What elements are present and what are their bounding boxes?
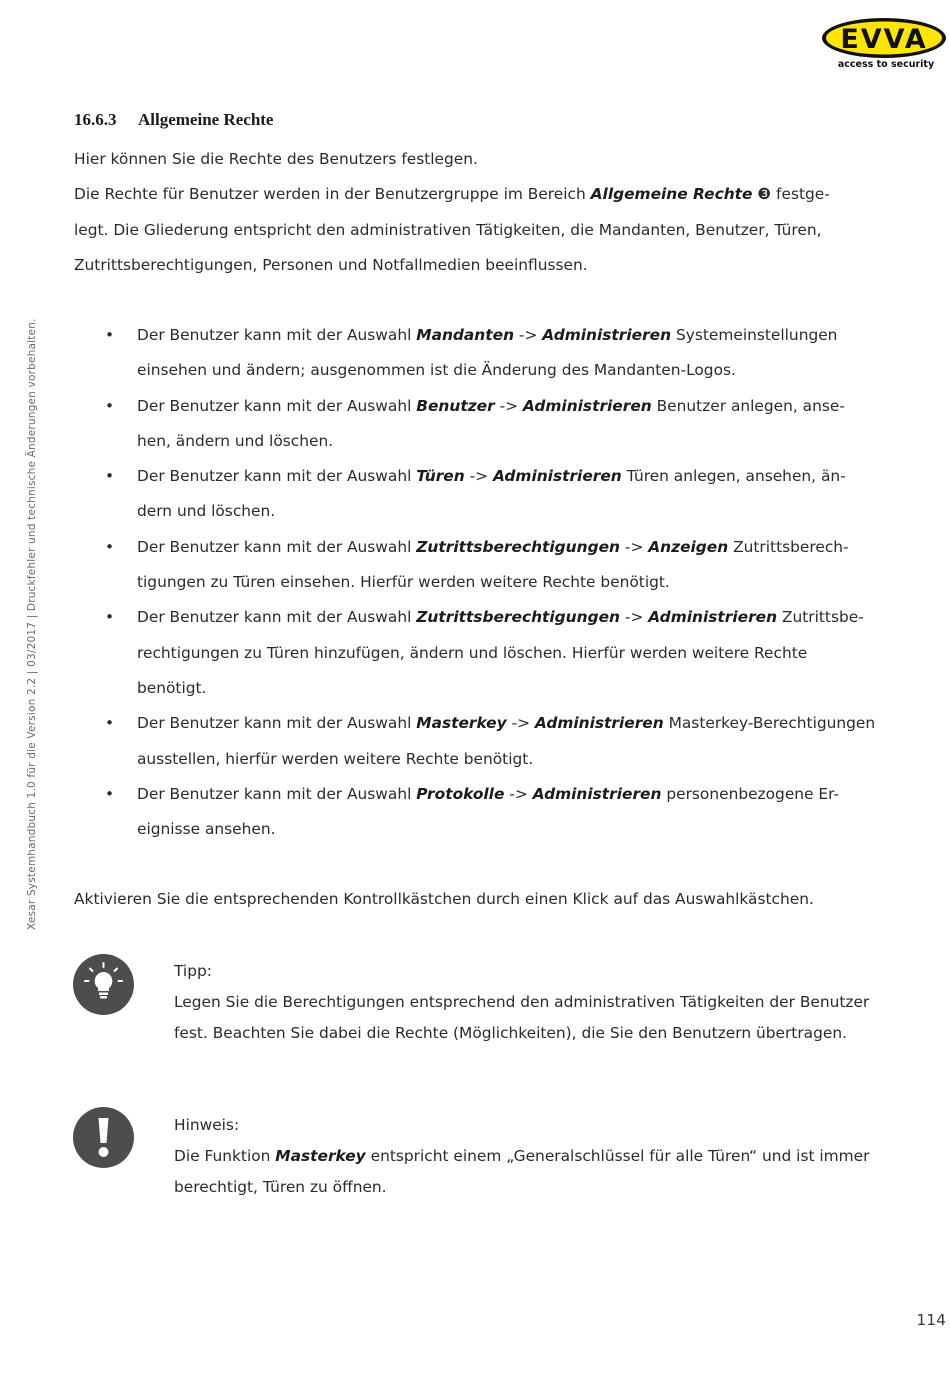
section-heading bbox=[74, 110, 273, 130]
list-item: • Der Benutzer kann mit der Auswahl Zutrittsberechtigungen -> Anzeigen Zutrittsberech-tigungen zu Türen einsehen. Hierfür werden weitere Rechte benötigt. bbox=[137, 530, 877, 601]
hint-label: Hinweis: bbox=[174, 1116, 240, 1134]
list-item: • Der Benutzer kann mit der Auswahl Türen -> Administrieren Türen anlegen, ansehen, än-dern und löschen. bbox=[137, 459, 877, 530]
right-action: Administrieren bbox=[542, 326, 672, 344]
right-object: Zutrittsberechtigungen bbox=[416, 608, 621, 627]
list-item: • Der Benutzer kann mit der Auswahl Protokolle -> Administrieren personenbezogene Er-eignisse ansehen. bbox=[137, 777, 877, 848]
tip-text: Legen Sie die Berechtigungen entsprechend den administrativen Tätigkeiten der Benutzer fest. Beachten Sie dabei die Rechte (Möglichkeiten), die Sie den Benutzern übertragen. bbox=[174, 993, 870, 1042]
intro-p2-rest: ❸ festge-legt. Die Gliederung entspricht den administrativen Tätigkeiten, die Mandanten, Benutzer, Türen, Zutrittsberechtigungen, Personen und Notfallmedien beeinflussen. bbox=[74, 185, 830, 274]
right-action: Administrieren bbox=[522, 396, 652, 415]
right-object: Protokolle bbox=[416, 784, 505, 803]
section-title: Allgemeine Rechte bbox=[138, 110, 274, 129]
activate-text: Aktivieren Sie die entsprechenden Kontrollkästchen durch einen Klick auf das Auswahlkästchen. bbox=[74, 890, 814, 908]
hint-emphasis: Masterkey bbox=[275, 1147, 366, 1165]
lightbulb-icon bbox=[73, 954, 134, 1015]
page-number: 114 bbox=[916, 1311, 946, 1329]
hint-box bbox=[174, 1110, 874, 1203]
right-action: Administrieren bbox=[534, 714, 664, 733]
list-item: • Der Benutzer kann mit der Auswahl Masterkey -> Administrieren Masterkey-Berechtigungen ausstellen, hierfür werden weitere Rechte benötigt. bbox=[137, 706, 877, 777]
tip-label: Tipp: bbox=[174, 962, 212, 980]
list-item: • Der Benutzer kann mit der Auswahl Benutzer -> Administrieren Benutzer anlegen, anse-hen, ändern und löschen. bbox=[137, 389, 877, 460]
intro-p2-text: Die Rechte für Benutzer werden in der Benutzergruppe im Bereich bbox=[74, 185, 591, 204]
intro-paragraph-2 bbox=[74, 177, 864, 283]
right-action: Administrieren bbox=[648, 608, 778, 627]
side-note: Xesar Systemhandbuch 1.0 für die Version 2.2 | 03/2017 | Druckfehler und technische Änderungen vorbehalten. bbox=[26, 318, 38, 930]
hint-text: Die Funktion Masterkey entspricht einem „Generalschlüssel für alle Türen“ und ist immer berechtigt, Türen zu öffnen. bbox=[174, 1147, 870, 1196]
intro-paragraph-1: Hier können Sie die Rechte des Benutzers festlegen. bbox=[74, 150, 478, 168]
evva-logo bbox=[820, 16, 948, 72]
right-object: Masterkey bbox=[416, 714, 507, 733]
right-object: Mandanten bbox=[416, 326, 515, 344]
rights-list bbox=[137, 318, 877, 847]
logo-brand: EVVA bbox=[840, 24, 928, 55]
right-object: Benutzer bbox=[416, 396, 495, 415]
section-number: 16.6.3 bbox=[74, 110, 117, 129]
tip-box bbox=[174, 956, 874, 1049]
right-object: Zutrittsberechtigungen bbox=[416, 537, 621, 556]
intro-text bbox=[74, 142, 864, 283]
exclamation-icon bbox=[73, 1107, 134, 1168]
right-action: Administrieren bbox=[532, 784, 662, 803]
right-action: Administrieren bbox=[492, 467, 622, 486]
list-item: • Der Benutzer kann mit der Auswahl Zutrittsberechtigungen -> Administrieren Zutrittsbe-rechtigungen zu Türen hinzufügen, ändern und löschen. Hierfür werden weitere Rechte benötigt. bbox=[137, 600, 877, 706]
right-object: Türen bbox=[416, 467, 465, 486]
intro-p2-emphasis: Allgemeine Rechte bbox=[590, 185, 753, 204]
right-action: Anzeigen bbox=[648, 537, 729, 556]
logo-tagline: access to security bbox=[837, 59, 935, 70]
list-item: • Der Benutzer kann mit der Auswahl Mandanten -> Administrieren Systemeinstellungen einsehen und ändern; ausgenommen ist die Änderung des Mandanten-Logos. bbox=[137, 318, 877, 389]
